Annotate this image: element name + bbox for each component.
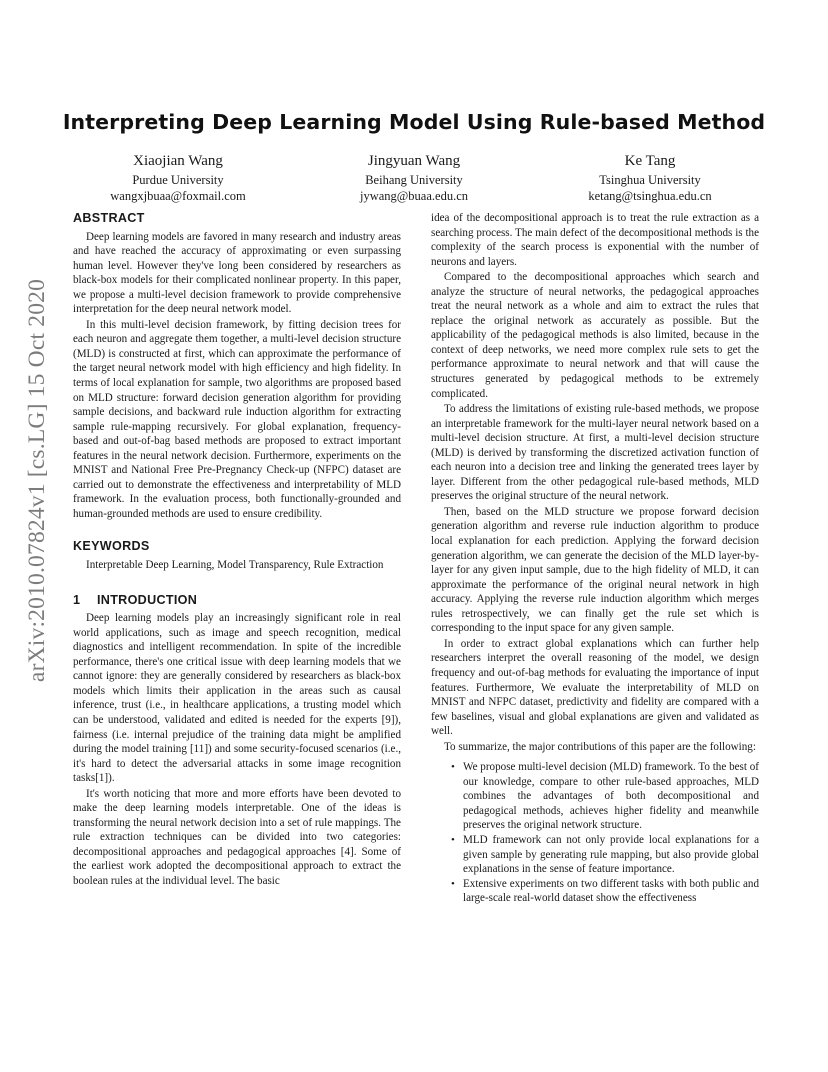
- intro-paragraph: Then, based on the MLD structure we propose forward decision generation algorithm and reverse rule induction algorithm to produce local explanation for each prediction. Applying the forward decision generation algorithm, we can generate the decision of the MLD layer-by-layer for any given input sample, due to the high fidelity of MLD, it can approximate the performance of the original neural network in high accuracy. Applying the reverse rule induction algorithm which merges rules retrospectively, we can finally get the rule set which is corresponding to the input space for any given sample.: [431, 505, 759, 635]
- author-name: Xiaojian Wang: [133, 153, 223, 169]
- author-block: [60, 152, 768, 204]
- keywords-heading: KEYWORDS: [73, 539, 150, 554]
- intro-paragraph-continued: idea of the decompositional approach is to treat the rule extraction as a searching process. The main defect of the decompositional methods is the complexity of the search process is exponential with the number of neurons and layers.: [431, 212, 759, 268]
- intro-paragraph: To summarize, the major contributions of this paper are the following:: [444, 740, 756, 753]
- contribution-item: [451, 877, 759, 906]
- bullet-icon: •: [451, 877, 455, 890]
- section-number: 1: [73, 592, 81, 607]
- contribution-text: MLD framework can not only provide local explanations for a given sample by generating rule mapping, but also provide global explanations in the sense of feature importance.: [463, 833, 759, 876]
- intro-paragraph: It's worth noticing that more and more efforts have been devoted to make the deep learning models interpretable. One of the ideas is transforming the neural network decision into a set of rule mappings. The rule extraction techniques can be divided into two categories: decompositional approaches and pedagogical approaches [4]. Some of the earliest work adopted the decompositional approach to extract the boolean rules at the individual level. The basic: [73, 787, 401, 887]
- author-1: [60, 152, 296, 204]
- intro-paragraph: Deep learning models play an increasingly significant role in real world applications, such as image and speech recognition, medical diagnostics and intelligent recommendation. In spite of the incredible performance, there's one critical issue with deep learning models that we cannot ignore: they are generally considered by researchers as black-box models which limits their application in the areas such as causal inference, trust (i.e., in healthcare applications, a trusting model which can be understood, validated and edited is needed for the experts [9]), fairness (i.e. internal prejudice of the training data might be amplified during the model training [11]) and some security-focused scenarios (i.e., it's hard to detect the adversarial attacks in some image recognition tasks[1]).: [73, 612, 401, 785]
- intro-paragraph: Compared to the decompositional approaches which search and analyze the structure of neural networks, the pedagogical approaches treat the neural network as a whole and aim to extract the rules that replace the original network as accurately as possible. But the applicability of the pedagogical methods is also limited, because in the context of deep networks, we need more complex rule sets to get the performance approximate to neural network and that will cause the structures generated by pedagogical methods to be extremely complicated.: [431, 271, 759, 400]
- contribution-item: [451, 833, 759, 877]
- contributions-list: [431, 760, 759, 905]
- contribution-text: Extensive experiments on two different tasks with both public and large-scale real-world dataset show the effectiveness: [463, 877, 759, 905]
- author-affiliation: Purdue University: [132, 173, 224, 187]
- author-affiliation: Beihang University: [365, 173, 463, 187]
- arxiv-stamp: [18, 278, 58, 682]
- author-name: Jingyuan Wang: [367, 153, 461, 169]
- abstract-heading: ABSTRACT: [73, 211, 145, 225]
- bullet-icon: •: [451, 761, 455, 774]
- paper-title: Interpreting Deep Learning Model Using Rule-based Method: [62, 110, 766, 134]
- author-email: ketang@tsinghua.edu.cn: [588, 189, 712, 203]
- contribution-text: We propose multi-level decision (MLD) framework. To the best of our knowledge, compare to other rule-based approaches, MLD combines the advantages of both decompositional and pedagogical methods, achieves higher fidelity and meanwhile preserves the original network structure.: [463, 761, 759, 832]
- left-column: [73, 211, 401, 889]
- abstract-paragraph: In this multi-level decision framework, by fitting decision trees for each neuron and aggregate them together, a multi-level decision structure (MLD) is constructed at first, which can approximate the performance of the target neural network model with high efficiency and high fidelity. In terms of local explanation for sample, two algorithms are proposed based on MLD structure: forward decision generation algorithm for providing sample decisions, and backward rule induction algorithm for extracting sample rule-mapping recursively. For global explanation, frequency-based and out-of-bag based methods are proposed to extract important features in the neural network decision. Furthermore, experiments on the MNIST and National Free Pre-Pregnancy Check-up (NFPC) dataset are carried out to demonstrate the effectiveness and interpretability of MLD framework. In the evaluation process, both functionally-grounded and human-grounded methods are used to ensure credibility.: [73, 318, 401, 520]
- author-2: [296, 152, 532, 204]
- right-column: [431, 211, 759, 906]
- section-title: INTRODUCTION: [97, 592, 198, 607]
- introduction-heading: [73, 593, 401, 608]
- intro-paragraph: To address the limitations of existing rule-based methods, we propose an interpretable framework for the multi-layer neural network based on a multi-level decision structure. At first, a multi-level decision structure (MLD) is derived by transforming the discretized activation function of each neuron into a decision tree and linking the generated trees layer by layer. Different from the other pedagogical rule-based methods, MLD preserves the original structure of the neural network.: [431, 403, 759, 503]
- author-name: Ke Tang: [624, 153, 676, 169]
- intro-paragraph: In order to extract global explanations which can further help researchers interpret the overall reasoning of the model, we design frequency and out-of-bag methods for evaluating the importance of input features. Furthermore, We evaluate the interpretability of MLD on MNIST and NFPC dataset, predictivity and fidelity are compared with a few baselines, visual and global explanations are given and validated as well.: [431, 637, 759, 738]
- author-affiliation: Tsinghua University: [599, 173, 701, 187]
- author-email: jywang@buaa.edu.cn: [359, 189, 468, 203]
- keywords-text: Interpretable Deep Learning, Model Transparency, Rule Extraction: [86, 559, 384, 572]
- bullet-icon: •: [451, 833, 455, 846]
- contribution-item: [451, 760, 759, 833]
- abstract-paragraph: Deep learning models are favored in many research and industry areas and have reached the accuracy of approximating or even surpassing human level. However they've long been considered by researchers as black-box models for their complicated nonlinear property. In this paper, we propose a multi-level decision framework to provide comprehensive interpretation for the deep neural network model.: [73, 230, 401, 316]
- author-email: wangxjbuaa@foxmail.com: [110, 189, 246, 203]
- author-3: [532, 152, 768, 204]
- arxiv-identifier: arXiv:2010.07824v1 [cs.LG] 15 Oct 2020: [24, 278, 51, 682]
